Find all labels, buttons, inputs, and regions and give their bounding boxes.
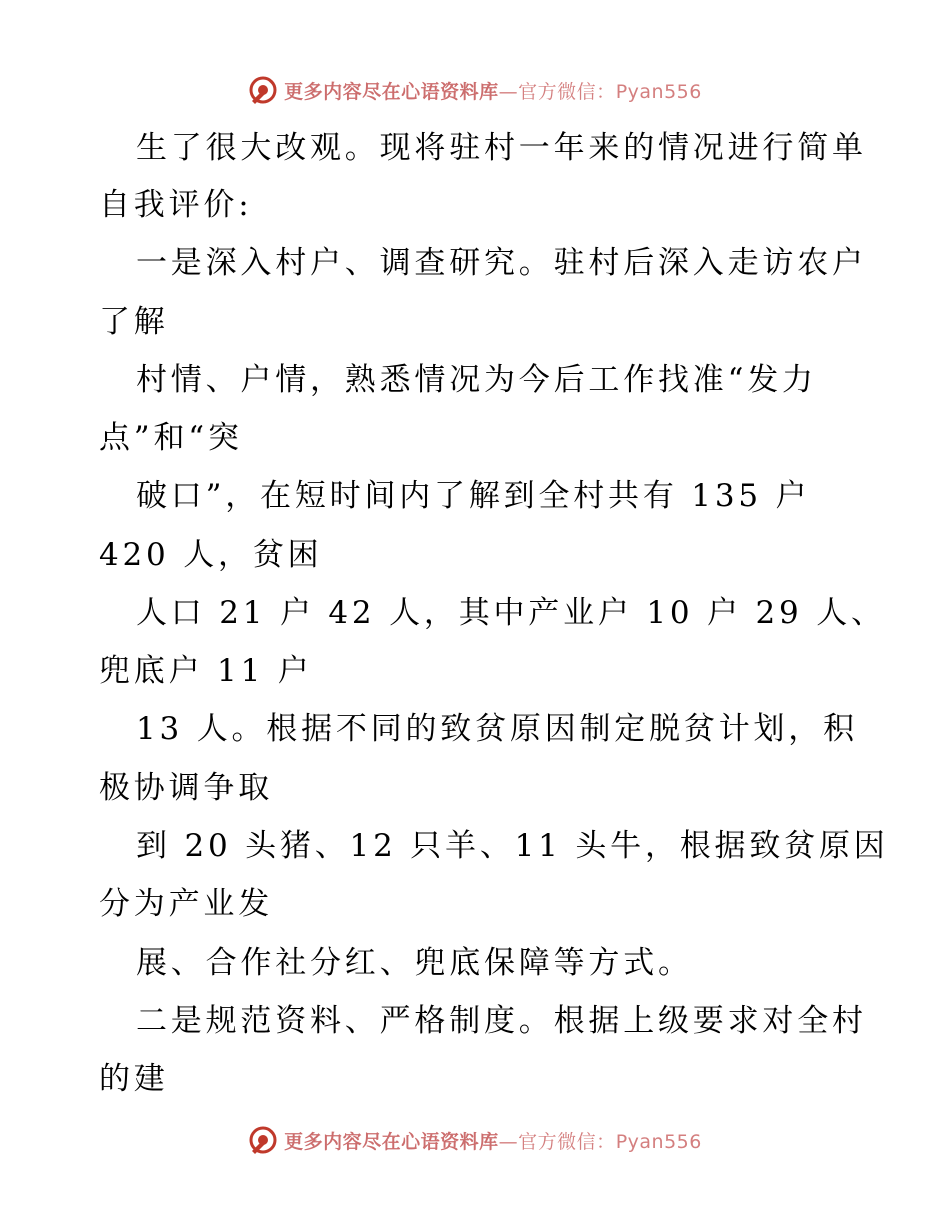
footer-wechat-id: Pyan556 <box>615 1130 702 1153</box>
header-wechat-id: Pyan556 <box>615 80 702 103</box>
body-line: 生了很大改观。现将驻村一年来的情况进行简单 <box>136 130 867 166</box>
body-line: 极协调争取 <box>99 770 273 806</box>
body-line: 分为产业发 <box>99 886 273 922</box>
body-line: 到 20 头猪、12 只羊、11 头牛，根据致贫原因 <box>136 828 889 864</box>
header-text <box>284 77 702 104</box>
body-line: 13 人。根据不同的致贫原因制定脱贫计划，积 <box>136 711 858 747</box>
body-line: 兜底户 11 户 <box>99 653 313 689</box>
body-line: 村情、户情，熟悉情况为今后工作找准“发力 <box>136 362 817 398</box>
footer-banner <box>0 1122 950 1158</box>
header-banner <box>0 72 950 108</box>
footer-wechat-label: 官方微信： <box>518 1130 616 1153</box>
body-line: 了解 <box>99 304 169 340</box>
body-line: 自我评价: <box>99 187 253 223</box>
footer-title: 更多内容尽在心语资料库 <box>284 1130 499 1153</box>
body-line: 点”和“突 <box>99 420 243 456</box>
body-line: 一是深入村户、调查研究。驻村后深入走访农户 <box>136 245 867 281</box>
body-line: 展、合作社分红、兜底保障等方式。 <box>136 945 693 981</box>
body-line: 的建 <box>99 1061 169 1097</box>
header-dash: — <box>498 80 519 103</box>
body-line: 420 人，贫困 <box>99 537 323 573</box>
body-line: 二是规范资料、严格制度。根据上级要求对全村 <box>136 1003 867 1039</box>
body-line: 破口”，在短时间内了解到全村共有 135 户 <box>136 478 811 514</box>
header-wechat-label: 官方微信： <box>518 80 616 103</box>
footer-text <box>284 1127 702 1154</box>
footer-dash: — <box>498 1130 519 1153</box>
body-line: 人口 21 户 42 人，其中产业户 10 户 29 人、 <box>136 595 886 631</box>
header-title: 更多内容尽在心语资料库 <box>284 80 499 103</box>
pen-logo-icon <box>248 75 278 105</box>
pen-logo-icon <box>248 1125 278 1155</box>
